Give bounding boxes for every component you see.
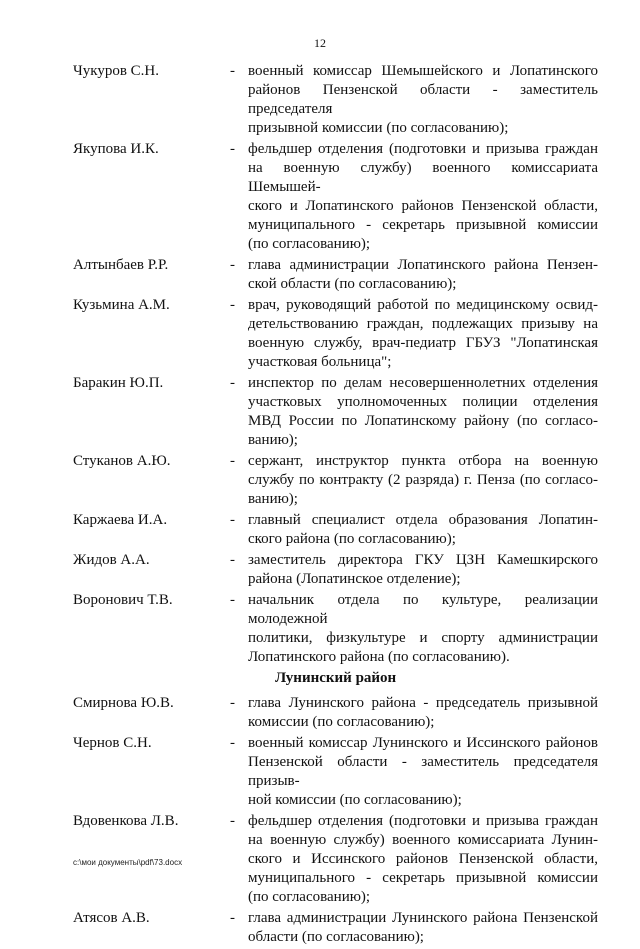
- member-role: [248, 551, 598, 589]
- dash-separator: -: [230, 910, 235, 926]
- role-line: области (по согласованию);: [248, 929, 424, 945]
- role-line: главный специалист отдела образования Лопатин-: [248, 512, 598, 528]
- member-name: Чернов С.Н.: [73, 735, 152, 751]
- member-name: Вдовенкова Л.В.: [73, 813, 179, 829]
- member-name: Стуканов А.Ю.: [73, 453, 171, 469]
- role-line: врач, руководящий работой по медицинскому освид-: [248, 297, 598, 313]
- role-line: участковых уполномоченных полиции отделения: [248, 394, 598, 410]
- role-line: сержант, инструктор пункта отбора на военную: [248, 453, 598, 469]
- role-line: глава администрации Лунинского района Пензенской: [248, 910, 598, 926]
- dash-separator: -: [230, 257, 235, 273]
- role-line: детельствованию граждан, подлежащих призыву на: [248, 316, 598, 332]
- member-name: Кузьмина А.М.: [73, 297, 170, 313]
- member-role: [248, 452, 598, 509]
- role-line: глава администрации Лопатинского района Пензен-: [248, 257, 598, 273]
- district-heading: Лунинский район: [275, 670, 397, 686]
- role-line: района (Лопатинское отделение);: [248, 571, 461, 587]
- role-line: (по согласованию);: [248, 889, 371, 905]
- member-role: [248, 511, 598, 549]
- dash-separator: -: [230, 512, 235, 528]
- role-line: ского и Иссинского районов Пензенской области,: [248, 851, 598, 867]
- role-line: муниципального - секретарь призывной комиссии: [248, 870, 598, 886]
- dash-separator: -: [230, 592, 235, 608]
- member-name: Якупова И.К.: [73, 141, 159, 157]
- member-entry: [0, 511, 640, 549]
- member-role: [248, 62, 598, 138]
- dash-separator: -: [230, 813, 235, 829]
- role-line: призывной комиссии (по согласованию);: [248, 120, 509, 136]
- role-line: ского района (по согласованию);: [248, 531, 456, 547]
- member-group-lopatinsky: [0, 62, 640, 667]
- member-role: [248, 140, 598, 254]
- member-entry: [0, 591, 640, 667]
- member-entry: [0, 256, 640, 294]
- role-line: военную службу, врач-педиатр ГБУЗ "Лопатинская: [248, 335, 598, 351]
- dash-separator: -: [230, 735, 235, 751]
- role-line: на военную службу) военного комиссариата Лунин-: [248, 832, 598, 848]
- dash-separator: -: [230, 453, 235, 469]
- role-line: фельдшер отделения (подготовки и призыва граждан: [248, 813, 598, 829]
- role-line: ского и Лопатинского районов Пензенской области,: [248, 198, 598, 214]
- role-line: инспектор по делам несовершеннолетних отделения: [248, 375, 598, 391]
- member-entry: [0, 909, 640, 947]
- member-name: Атясов А.В.: [73, 910, 150, 926]
- member-entry: [0, 296, 640, 372]
- file-path-footer: c:\мои документы\pdf\73.docx: [73, 858, 183, 867]
- role-line: Пензенской области - заместитель председателя призыв-: [248, 754, 598, 789]
- role-line: начальник отдела по культуре, реализации молодежной: [248, 592, 598, 627]
- role-line: заместитель директора ГКУ ЦЗН Камешкирского: [248, 552, 598, 568]
- dash-separator: -: [230, 297, 235, 313]
- member-entry: [0, 551, 640, 589]
- role-line: муниципального - секретарь призывной комиссии: [248, 217, 598, 233]
- role-line: ной комиссии (по согласованию);: [248, 792, 462, 808]
- member-name: Смирнова Ю.В.: [73, 695, 174, 711]
- role-line: службу по контракту (2 разряда) г. Пенза (по согласо-: [248, 472, 598, 488]
- role-line: Лопатинского района (по согласованию).: [248, 649, 510, 665]
- member-role: [248, 296, 598, 372]
- role-line: на военную службу) военного комиссариата Шемышей-: [248, 160, 598, 195]
- member-name: Жидов А.А.: [73, 552, 150, 568]
- member-group-luninsky: [0, 694, 640, 947]
- role-line: военный комиссар Лунинского и Иссинского районов: [248, 735, 598, 751]
- member-entry: [0, 62, 640, 138]
- role-line: комиссии (по согласованию);: [248, 714, 435, 730]
- member-name: Баракин Ю.П.: [73, 375, 164, 391]
- dash-separator: -: [230, 552, 235, 568]
- member-role: [248, 734, 598, 810]
- member-entry: [0, 734, 640, 810]
- role-line: фельдшер отделения (подготовки и призыва граждан: [248, 141, 598, 157]
- role-line: глава Лунинского района - председатель призывной: [248, 695, 598, 711]
- role-line: районов Пензенской области - заместитель председателя: [248, 82, 598, 117]
- member-entry: [0, 140, 640, 254]
- role-line: военный комиссар Шемышейского и Лопатинского: [248, 63, 598, 79]
- member-name: Каржаева И.А.: [73, 512, 168, 528]
- dash-separator: -: [230, 141, 235, 157]
- member-role: [248, 694, 598, 732]
- dash-separator: -: [230, 695, 235, 711]
- role-line: политики, физкультуре и спорту администрации: [248, 630, 598, 646]
- member-role: [248, 812, 598, 907]
- member-role: [248, 591, 598, 667]
- member-list: [0, 62, 640, 949]
- page-number: 12: [314, 36, 326, 50]
- role-line: ванию);: [248, 432, 298, 448]
- member-entry: [0, 694, 640, 732]
- member-entry: [0, 374, 640, 450]
- role-line: МВД России по Лопатинскому району (по согласо-: [248, 413, 598, 429]
- role-line: участковая больница";: [248, 354, 392, 370]
- member-role: [248, 374, 598, 450]
- member-name: Чукуров С.Н.: [73, 63, 159, 79]
- member-role: [248, 909, 598, 947]
- member-role: [248, 256, 598, 294]
- dash-separator: -: [230, 63, 235, 79]
- role-line: ванию);: [248, 491, 298, 507]
- dash-separator: -: [230, 375, 235, 391]
- member-entry: [0, 452, 640, 509]
- member-name: Воронович Т.В.: [73, 592, 173, 608]
- role-line: (по согласованию);: [248, 236, 371, 252]
- role-line: ской области (по согласованию);: [248, 276, 457, 292]
- member-name: Алтынбаев Р.Р.: [73, 257, 169, 273]
